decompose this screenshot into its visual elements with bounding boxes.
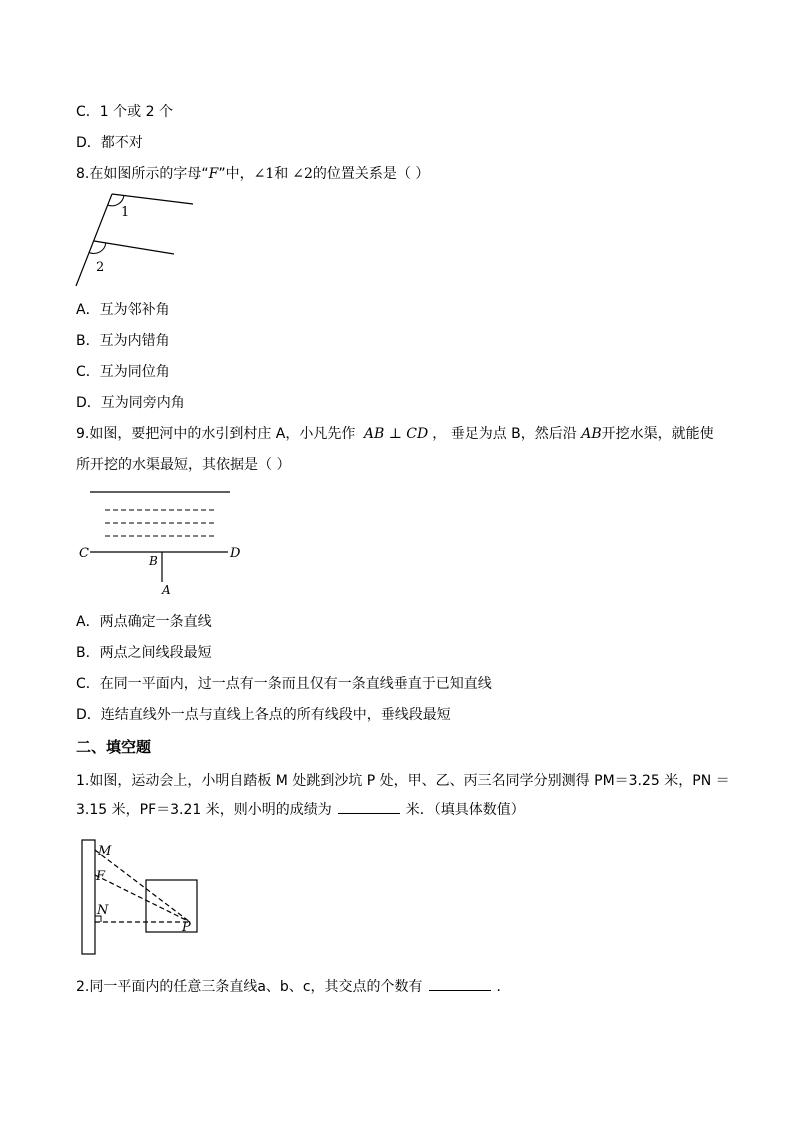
q8-label-2: 2 [96,260,105,275]
q8-figure [70,190,200,290]
q8-suffix: 的位置关系是（ ） [312,166,430,182]
q9-math-ab: AB [581,426,602,442]
q9-label-a: A [162,583,171,597]
q8-middle: ”中， [218,166,254,182]
q9-math-perp: AB ⊥ CD [363,426,429,442]
q9-figure [78,484,248,599]
q8-angle1: ∠1 [253,166,275,182]
fill1-text-before: 1.如图，运动会上，小明自踏板 M 处跳到沙坑 P 处，甲、乙、丙三名同学分别测得 PM＝3.25 米，PN ＝3.15 米，PF＝3.21 米，则小明的成绩为 [76,773,730,818]
q9-part1: 9.如图，要把河中的水引到村庄 A，小凡先作 [76,426,356,442]
q8-and: 和 [274,166,289,182]
q9-option-d: D．连结直线外一点与直线上各点的所有线段中，垂线段最短 [76,707,451,723]
fill1-stem [76,767,736,825]
q8-angle2: ∠2 [292,166,313,182]
q8-option-a: A．互为邻补角 [76,302,170,318]
q8-prefix: 8.在如图所示的字母“ [76,166,209,182]
q8-option-c: C．互为同位角 [76,364,170,380]
q9-stem-line2: 所开挖的水渠最短，其依据是（ ） [76,457,291,473]
q9-option-b: B．两点之间线段最短 [76,645,212,661]
q9-label-b: B [149,554,158,568]
q9-stem-line1 [76,424,714,444]
q9-label-c: C [79,546,89,561]
fill2-text-before: 2.同一平面内的任意三条直线a、b、c，其交点的个数有 [76,979,423,995]
fill1-answer-blank[interactable] [338,799,400,814]
q8-option-d: D．互为同旁内角 [76,395,185,411]
fill2-text-after: ． [496,979,511,995]
q8-stem [76,164,429,184]
fill1-text-after: 米．（填具体数值） [405,802,525,818]
fill1-label-f: F [96,869,106,884]
q9-part2: ， 垂足为点 B，然后沿 [432,426,577,442]
q7-option-d: D．都不对 [76,135,143,151]
q8-label-1: 1 [121,205,130,220]
q9-label-d: D [230,546,241,561]
q9-part3: 开挖水渠，就能使 [601,426,714,442]
q9-option-a: A．两点确定一条直线 [76,614,212,630]
q7-option-c: C．1 个或 2 个 [76,104,173,120]
q8-option-b: B．互为内错角 [76,333,170,349]
fill1-figure [80,838,204,958]
fill1-label-n: N [97,903,109,918]
section-title-fill-in: 二、填空题 [76,738,152,756]
fill1-label-p: P [182,920,191,935]
fill1-label-m: M [98,844,112,859]
q9-option-c: C．在同一平面内，过一点有一条而且仅有一条直线垂直于已知直线 [76,676,492,692]
fill2-answer-blank[interactable] [429,976,491,991]
q8-letter: F [208,166,219,182]
fill2-stem [76,976,511,997]
